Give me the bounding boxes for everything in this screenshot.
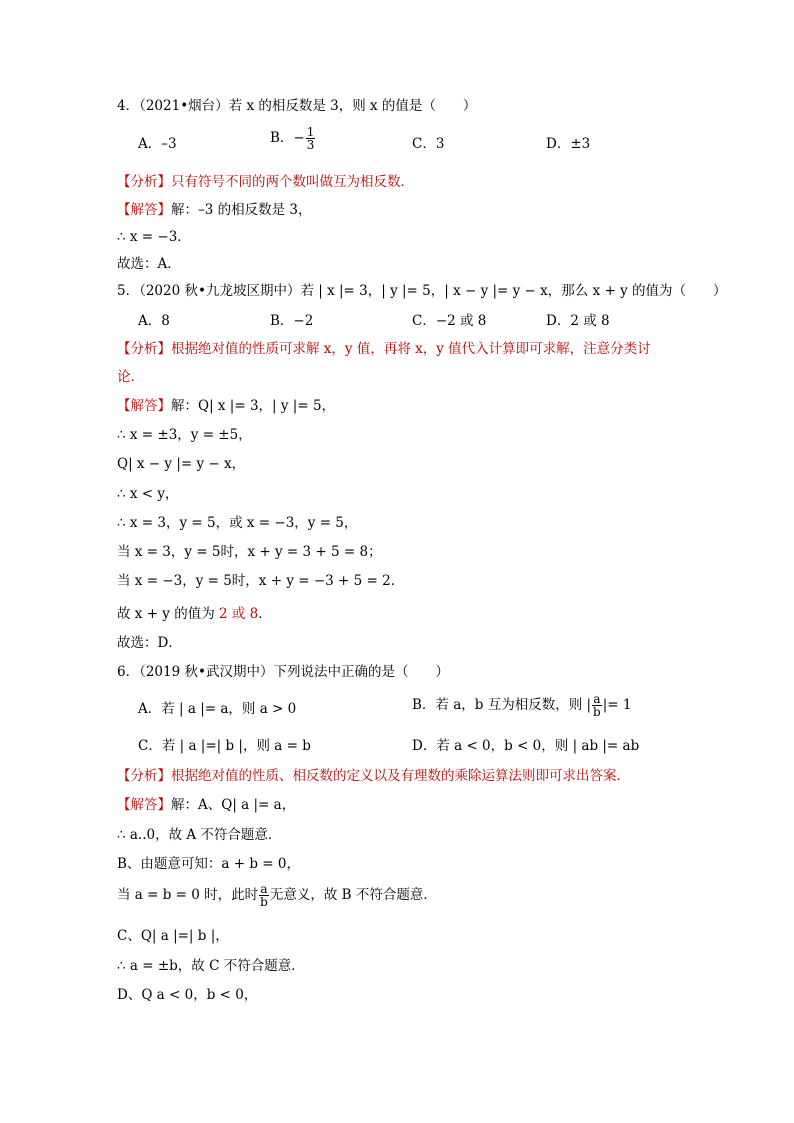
q5-option-a: A．8 xyxy=(138,313,170,329)
q5-step-6: 当 x = −3，y = 5时，x + y = −3 + 5 = 2． xyxy=(117,573,405,589)
q6-option-b-fraction xyxy=(592,693,602,718)
fraction-denominator: b xyxy=(260,895,268,909)
answer-tag: 【解答】 xyxy=(117,797,171,813)
q6-step-5: ∴ a = ±b，故 C 不符合题意． xyxy=(117,958,305,974)
q4-option-a: A．–3 xyxy=(138,136,177,152)
answer-text: 解：A、Q| a |= a， xyxy=(171,797,296,813)
answer-tag: 【解答】 xyxy=(117,202,171,218)
q4-option-b xyxy=(270,126,316,151)
fraction-denominator: b xyxy=(593,705,601,719)
q5-option-b: B．−2 xyxy=(270,313,314,329)
analysis-tag: 【分析】 xyxy=(117,174,171,190)
q5-step-3: ∴ x < y， xyxy=(117,486,179,502)
q6-step-2: B、由题意可知：a + b = 0， xyxy=(117,856,300,872)
analysis-text: 根据绝对值的性质、相反数的定义以及有理数的乘除运算法则即可求出答案． xyxy=(171,768,630,784)
q6-step-6: D、Q a < 0，b < 0， xyxy=(117,987,258,1003)
q5-step-4: ∴ x = 3，y = 5，或 x = −3，y = 5， xyxy=(117,515,358,531)
q5-answer xyxy=(117,396,335,416)
q5-option-c: C．−2 或 8 xyxy=(412,313,487,329)
conclusion-prefix: 故 x + y 的值为 xyxy=(117,606,220,622)
q4-option-d: D．±3 xyxy=(546,136,591,152)
q5-analysis-cont xyxy=(117,367,144,387)
fraction-numerator: a xyxy=(593,692,601,706)
fraction-numerator: a xyxy=(260,882,268,896)
q6-option-d: D．若 a < 0，b < 0，则 | ab |= ab xyxy=(412,738,640,754)
q6-option-a: A．若 | a |= a，则 a > 0 xyxy=(138,701,297,717)
q6-option-b-prefix: B．若 a，b 互为相反数，则 | xyxy=(412,697,592,713)
analysis-text: 根据绝对值的性质可求解 x，y 值，再将 x，y 值代入计算即可求解，注意分类讨 xyxy=(171,341,651,357)
q6-answer xyxy=(117,795,295,815)
step-suffix: 无意义，故 B 不符合题意． xyxy=(269,887,437,903)
answer-text: 解：Q| x |= 3，| y |= 5， xyxy=(171,398,336,414)
analysis-text: 只有符号不同的两个数叫做互为相反数． xyxy=(171,174,414,190)
q6-option-c: C．若 | a |=| b |，则 a = b xyxy=(138,738,311,754)
analysis-tag: 【分析】 xyxy=(117,341,171,357)
q5-choice: 故选：D． xyxy=(117,635,182,651)
q6-step-3 xyxy=(117,883,437,908)
q5-analysis xyxy=(117,339,651,359)
analysis-tag: 【分析】 xyxy=(117,768,171,784)
q6-step-fraction xyxy=(259,883,269,908)
analysis-text-cont: 论． xyxy=(117,369,144,385)
fraction-numerator: 1 xyxy=(306,125,315,139)
q4-stem: 4．（2021•烟台）若 x 的相反数是 3，则 x 的值是（ ） xyxy=(117,98,477,114)
answer-tag: 【解答】 xyxy=(117,398,171,414)
answer-text: 解：–3 的相反数是 3， xyxy=(171,202,312,218)
q4-answer xyxy=(117,200,312,220)
fraction-denominator: 3 xyxy=(306,138,315,152)
q5-step-1: ∴ x = ±3，y = ±5， xyxy=(117,427,252,443)
q4-step: ∴ x = −3． xyxy=(117,229,191,245)
q5-stem: 5．（2020 秋•九龙坡区期中）若 | x |= 3，| y |= 5，| x − y |= y − x，那么 x + y 的值为（ ） xyxy=(117,283,727,299)
q6-step-1: ∴ a..0，故 A 不符合题意． xyxy=(117,827,282,843)
q6-step-4: C、Q| a |=| b |， xyxy=(117,928,229,944)
q4-option-c: C．3 xyxy=(412,136,445,152)
q5-option-d: D．2 或 8 xyxy=(546,313,610,329)
q4-option-b-prefix: B．− xyxy=(270,130,305,146)
q6-option-b-suffix: |= 1 xyxy=(602,697,632,713)
step-prefix: 当 a = b = 0 时，此时 xyxy=(117,887,259,903)
q5-step-7 xyxy=(117,604,272,624)
conclusion-suffix: ． xyxy=(258,606,272,622)
q6-option-b xyxy=(412,693,631,718)
q6-stem: 6．（2019 秋•武汉期中）下列说法中正确的是（ ） xyxy=(117,664,449,680)
q4-option-b-fraction xyxy=(306,126,316,151)
conclusion-value: 2 或 8 xyxy=(219,606,259,622)
q4-analysis xyxy=(117,172,414,192)
q6-analysis xyxy=(117,766,630,786)
q5-step-5: 当 x = 3，y = 5时，x + y = 3 + 5 = 8； xyxy=(117,544,382,560)
q5-step-2: Q| x − y |= y − x， xyxy=(117,456,246,472)
q4-choice: 故选：A． xyxy=(117,256,181,272)
